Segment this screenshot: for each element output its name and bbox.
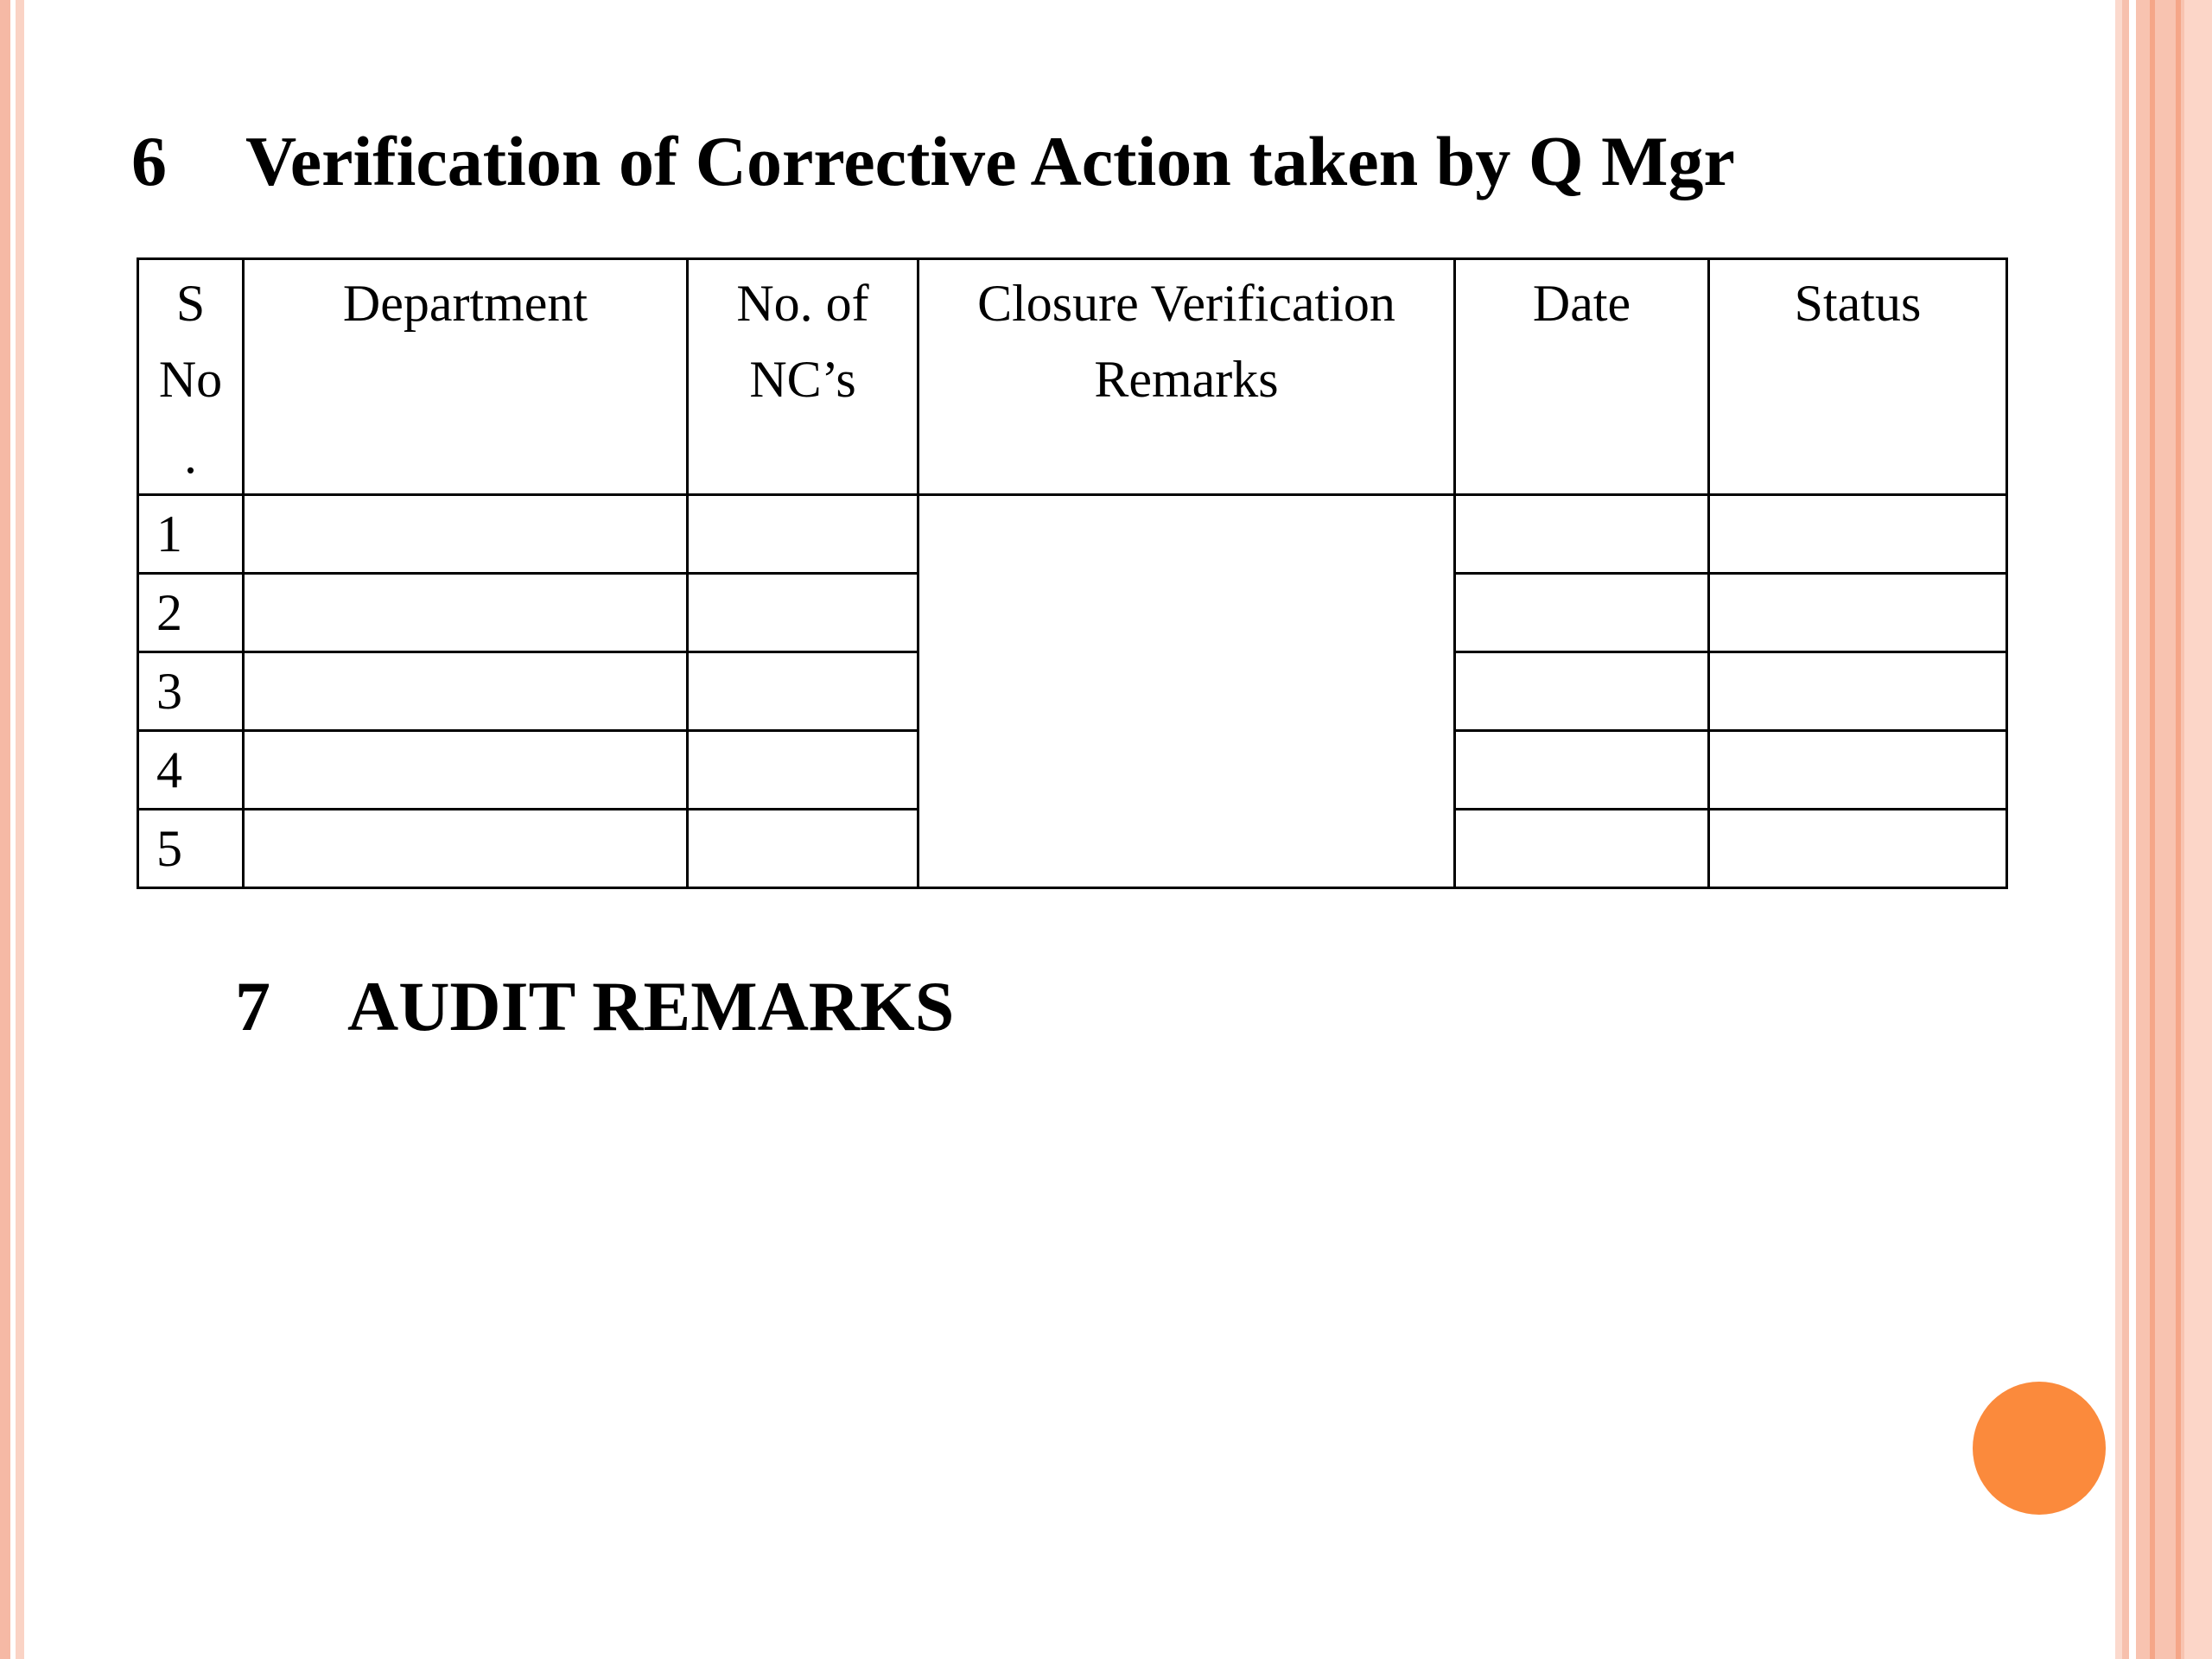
cell-sno: 5 [138, 810, 244, 888]
cell-department[interactable] [244, 652, 688, 731]
cell-status[interactable] [1709, 810, 2007, 888]
cell-sno: 3 [138, 652, 244, 731]
cell-department[interactable] [244, 810, 688, 888]
cell-date[interactable] [1455, 574, 1709, 652]
right-border-line [2176, 0, 2181, 1659]
corrective-action-table [137, 257, 2008, 889]
left-border-inner-stripe [16, 0, 24, 1659]
cell-date[interactable] [1455, 810, 1709, 888]
cell-status[interactable] [1709, 495, 2007, 574]
cell-closure-remarks[interactable] [918, 495, 1455, 888]
cell-department[interactable] [244, 574, 688, 652]
cell-ncs[interactable] [688, 652, 918, 731]
section-7-heading [235, 966, 954, 1047]
cell-sno: 2 [138, 574, 244, 652]
cell-date[interactable] [1455, 731, 1709, 810]
cell-sno: 4 [138, 731, 244, 810]
cell-date[interactable] [1455, 652, 1709, 731]
right-border-edge [2184, 0, 2212, 1659]
section-6-heading [131, 121, 1735, 202]
header-department: Department [244, 259, 688, 495]
section-title: Verification of Corrective Action taken by Q Mgr [245, 122, 1735, 200]
cell-department[interactable] [244, 731, 688, 810]
table-row [138, 495, 2007, 574]
cell-status[interactable] [1709, 574, 2007, 652]
section-number: 6 [131, 122, 167, 200]
cell-ncs[interactable] [688, 731, 918, 810]
cell-department[interactable] [244, 495, 688, 574]
header-status: Status [1709, 259, 2007, 495]
right-border-stripe [2115, 0, 2122, 1659]
decorative-circle [1973, 1382, 2106, 1515]
right-border-stripe [2122, 0, 2129, 1659]
cell-ncs[interactable] [688, 810, 918, 888]
header-sno: S No . [138, 259, 244, 495]
section-title: AUDIT REMARKS [347, 967, 955, 1046]
cell-status[interactable] [1709, 652, 2007, 731]
cell-status[interactable] [1709, 731, 2007, 810]
right-border-line [2150, 0, 2155, 1659]
section-number: 7 [235, 967, 270, 1046]
left-border-stripe [0, 0, 10, 1659]
table-header-row [138, 259, 2007, 495]
cell-ncs[interactable] [688, 495, 918, 574]
header-no-of-ncs: No. of NC’s [688, 259, 918, 495]
header-closure-remarks: Closure Verification Remarks [918, 259, 1455, 495]
cell-sno: 1 [138, 495, 244, 574]
header-date: Date [1455, 259, 1709, 495]
cell-ncs[interactable] [688, 574, 918, 652]
cell-date[interactable] [1455, 495, 1709, 574]
